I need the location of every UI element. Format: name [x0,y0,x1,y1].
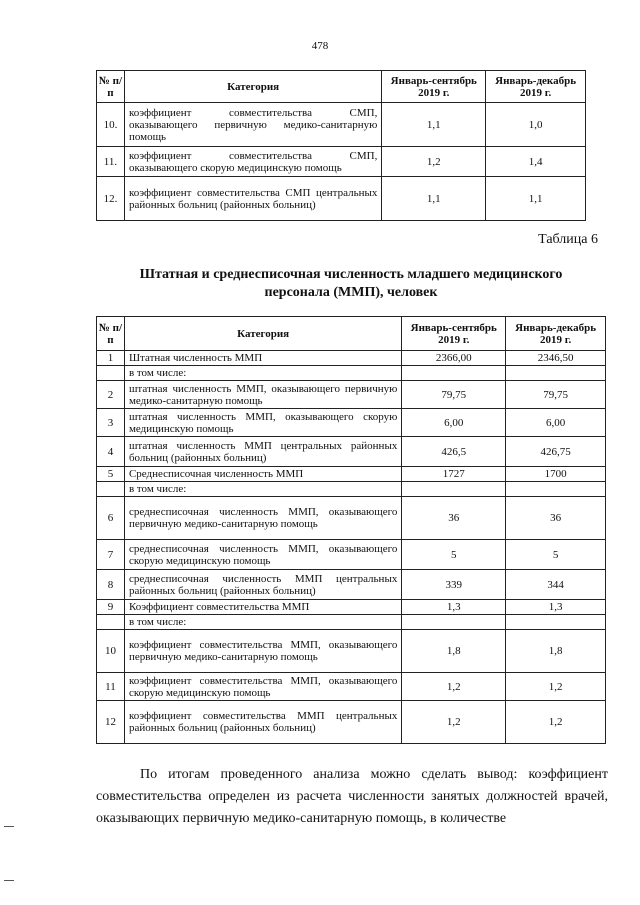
table-row [97,177,586,221]
row-value-jan-sep [402,366,506,381]
table-title-line: Штатная и среднесписочная численность младшего медицинского [139,267,563,282]
row-value-jan-sep: 1,2 [402,701,506,744]
row-value-jan-dec: 1,2 [506,701,606,744]
row-category: коэффициент совместительства ММП, оказывающего первичную медико-санитарную помощь [124,630,401,673]
row-value-jan-dec: 1700 [506,467,606,482]
table-row [97,409,606,437]
row-value-jan-sep [402,482,506,497]
row-number: 2 [97,381,125,409]
table-comp-coefficients-smp [96,70,586,221]
row-category: среднесписочная численность ММП, оказывающего скорую медицинскую помощь [124,540,401,570]
row-value-jan-sep: 79,75 [402,381,506,409]
row-value-jan-sep: 1,3 [402,600,506,615]
table-header-row [97,317,606,351]
row-number: 6 [97,497,125,540]
row-value-jan-dec: 1,1 [486,177,586,221]
header-category: Категория [124,71,381,103]
row-number: 9 [97,600,125,615]
table-title-line: персонала (ММП), человек [264,285,438,300]
row-value-jan-sep: 6,00 [402,409,506,437]
margin-mark [4,880,14,881]
row-number: 5 [97,467,125,482]
row-value-jan-sep [402,615,506,630]
table-row [97,600,606,615]
header-category: Категория [124,317,401,351]
table-row [97,366,606,381]
row-value-jan-sep: 1727 [402,467,506,482]
row-number [97,482,125,497]
row-value-jan-sep: 426,5 [402,437,506,467]
row-number: 10 [97,630,125,673]
row-value-jan-dec: 1,2 [506,673,606,701]
row-value-jan-dec: 6,00 [506,409,606,437]
row-number: 12. [97,177,125,221]
row-value-jan-dec: 5 [506,540,606,570]
row-number: 8 [97,570,125,600]
row-value-jan-dec: 1,0 [486,103,586,147]
header-jan-sep: Январь-сентябрь 2019 г. [402,317,506,351]
row-category: штатная численность ММП, оказывающего первичную медико-санитарную помощь [124,381,401,409]
row-category: в том числе: [124,615,401,630]
table-row [97,437,606,467]
table-row [97,351,606,366]
row-value-jan-dec: 1,3 [506,600,606,615]
table-title [96,266,606,302]
row-number: 3 [97,409,125,437]
row-value-jan-sep: 5 [402,540,506,570]
row-number: 1 [97,351,125,366]
row-value-jan-sep: 339 [402,570,506,600]
header-jan-dec: Январь-декабрь 2019 г. [506,317,606,351]
row-value-jan-sep: 2366,00 [402,351,506,366]
header-jan-sep: Январь-сентябрь 2019 г. [382,71,486,103]
row-value-jan-sep: 1,2 [382,147,486,177]
table-row [97,497,606,540]
row-value-jan-dec: 36 [506,497,606,540]
row-value-jan-dec: 2346,50 [506,351,606,366]
row-value-jan-dec [506,615,606,630]
row-number: 7 [97,540,125,570]
row-value-jan-dec: 1,8 [506,630,606,673]
row-category: коэффициент совместительства ММП центральных районных больниц (районных больниц) [124,701,401,744]
table-header-row [97,71,586,103]
margin-mark [4,826,14,827]
table-row [97,701,606,744]
table-row [97,147,586,177]
row-number: 12 [97,701,125,744]
row-category: среднесписочная численность ММП центральных районных больниц (районных больниц) [124,570,401,600]
row-category: Коэффициент совместительства ММП [124,600,401,615]
table-row [97,540,606,570]
table-row [97,467,606,482]
row-category: Штатная численность ММП [124,351,401,366]
row-value-jan-sep: 1,1 [382,177,486,221]
table-row [97,482,606,497]
row-category: коэффициент совместительства СМП, оказывающего скорую медицинскую помощь [124,147,381,177]
table-mmp-staffing [96,316,606,744]
row-category: в том числе: [124,482,401,497]
table-row [97,570,606,600]
body-paragraph: По итогам проведенного анализа можно сделать вывод: коэффициент совместительства определен из расчета численности занятых должностей врачей, оказывающих первичную медико-санитарную помощь, в количестве [96,767,608,826]
row-value-jan-sep: 1,1 [382,103,486,147]
row-value-jan-dec: 79,75 [506,381,606,409]
row-category: Среднесписочная численность ММП [124,467,401,482]
row-value-jan-dec: 426,75 [506,437,606,467]
table-row [97,615,606,630]
row-number [97,615,125,630]
row-value-jan-sep: 1,8 [402,630,506,673]
row-category: коэффициент совместительства СМП, оказывающего первичную медико-санитарную помощь [124,103,381,147]
header-number: № п/п [97,317,125,351]
row-number: 4 [97,437,125,467]
row-category: среднесписочная численность ММП, оказывающего первичную медико-санитарную помощь [124,497,401,540]
row-number: 11. [97,147,125,177]
table-row [97,381,606,409]
row-number [97,366,125,381]
table-row [97,673,606,701]
row-value-jan-dec [506,366,606,381]
row-value-jan-sep: 36 [402,497,506,540]
row-value-jan-dec: 1,4 [486,147,586,177]
row-value-jan-dec: 344 [506,570,606,600]
table-label: Таблица 6 [538,232,598,247]
row-number: 10. [97,103,125,147]
row-number: 11 [97,673,125,701]
header-jan-dec: Январь-декабрь 2019 г. [486,71,586,103]
table-row [97,630,606,673]
row-value-jan-sep: 1,2 [402,673,506,701]
row-category: штатная численность ММП центральных районных больниц (районных больниц) [124,437,401,467]
row-value-jan-dec [506,482,606,497]
page-number: 478 [311,40,329,52]
header-number: № п/п [97,71,125,103]
row-category: в том числе: [124,366,401,381]
row-category: штатная численность ММП, оказывающего скорую медицинскую помощь [124,409,401,437]
row-category: коэффициент совместительства СМП центральных районных больниц (районных больниц) [124,177,381,221]
table-row [97,103,586,147]
row-category: коэффициент совместительства ММП, оказывающего скорую медицинскую помощь [124,673,401,701]
